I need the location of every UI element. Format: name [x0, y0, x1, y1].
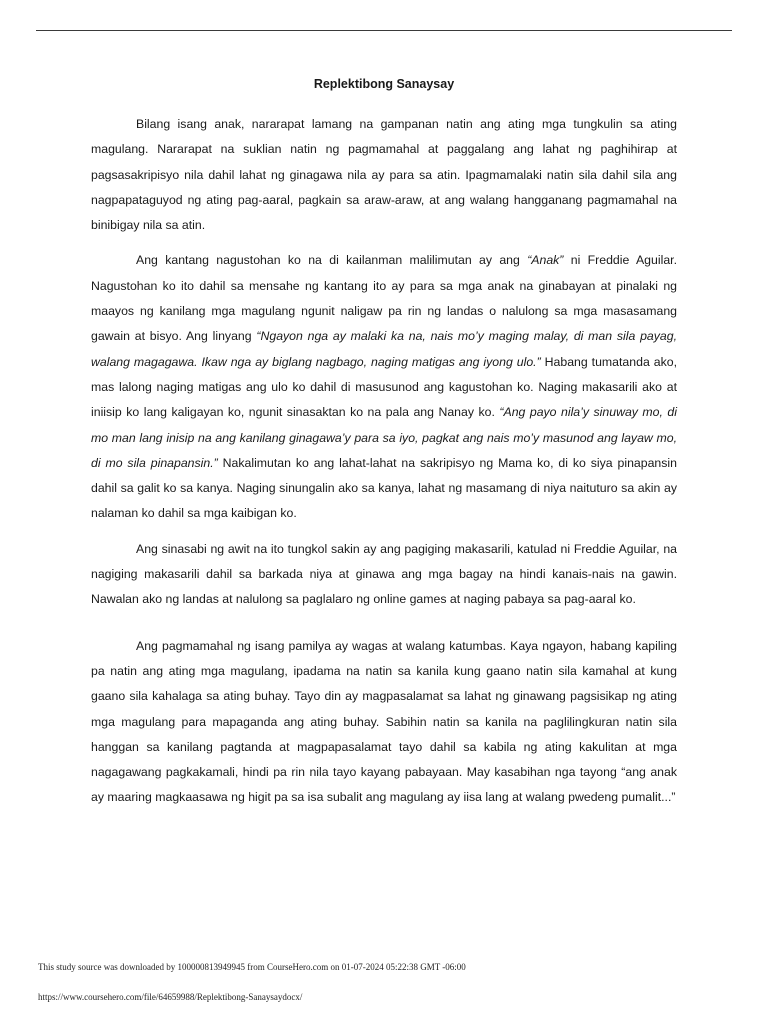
document-title: Replektibong Sanaysay: [313, 77, 455, 91]
lyric-quote: “Ngayon nga ay malaki ka na, nais mo’y maging malay, di man sila payag, walang magagawa. Ikaw nga ay biglang nagbago, naging matigas ang iyong ulo.”: [91, 329, 677, 369]
paragraph-1: [91, 112, 677, 238]
text-run: Bilang isang anak, nararapat lamang na gampanan natin ang ating mga tungkulin sa ating magulang. Nararapat na suklian natin ng pagmamahal at paggalang ang lahat ng paghihirap at pagsasakripisyo nila dahil lahat ng ginagawa nila ay para sa atin. Ipagmamalaki natin sila dahil sila ang nagpapataguyod ng ating pag-aaral, pagkain sa araw-araw, at ang walang hangganang pagmamahal na binibigay nila sa atin.: [91, 117, 677, 233]
document-body: [91, 76, 677, 821]
text-run: Ang sinasabi ng awit na ito tungkol sakin ay ang pagiging makasarili, katulad ni Freddie Aguilar, na nagiging makasarili dahil sa barkada niya at ginawa ang mga bagay na hindi kanais-nais na gawin. Nawalan ako ng landas at nalulong sa paglalaro ng online games at naging pabaya sa pag-aaral ko.: [91, 541, 677, 607]
paragraph-4: [91, 634, 677, 811]
text-run: Ang pagmamahal ng isang pamilya ay wagas at walang katumbas. Kaya ngayon, habang kapiling pa natin ang ating mga magulang, ipadama na natin sa kanila kung gaano natin sila kamahal at kung gaano sila kahalaga sa ating buhay. Tayo din ay magpasalamat sa lahat ng ginawang pagsisikap ng ating mga magulang para mapaganda ang ating buhay. Sabihin natin sa kanila na paglilingkuran natin sila hanggan sa kanilang pagtanda at magpapasalamat tayo dahil sa kabila ng ating kakulitan at mga nagagawang pagkakamali, hindi pa rin nila tayo kayang pabayaan. May kasabihan nga tayong “ang anak ay maaring magkaasawa ng higit pa sa isa subalit ang magulang ay iisa lang at walang pwedeng pumalit...”: [91, 638, 677, 805]
text-run: Nakalimutan ko ang lahat-lahat na sakripisyo ng Mama ko, di ko siya pinapansin dahil sa galit ko sa kanya. Naging sinungalin ako sa kanya, lahat ng masamang di niya naituturo sa akin ay nalaman ko dahil sa mga kaibigan ko.: [91, 455, 677, 521]
download-note: This study source was downloaded by 100000813949945 from CourseHero.com on 01-07-2024 05:22:38 GMT -06:00: [38, 962, 466, 972]
top-divider: [36, 30, 732, 31]
source-url[interactable]: https://www.coursehero.com/file/64659988/Replektibong-Sanaysaydocx/: [38, 992, 303, 1002]
text-run: Ang kantang nagustohan ko na di kailanman malilimutan ay ang: [136, 253, 528, 268]
text-run: Habang tumatanda ako, mas lalong naging matigas ang ulo ko dahil di masusunod ang kagustohan ko. Naging makasarili ako at iniisip ko lang kaligayan ko, ngunit sinasaktan ko na pala ang Nanay ko.: [91, 354, 677, 420]
paragraph-3: [91, 537, 677, 613]
paragraph-2: [91, 248, 677, 526]
lyric-quote: “Ang payo nila’y sinuway mo, di mo man lang inisip na ang kanilang ginagawa’y para sa iyo, pagkat ang nais mo’y masunod ang layaw mo, di mo sila pinapansin.”: [91, 405, 677, 470]
text-run: ni Freddie Aguilar. Nagustohan ko ito dahil sa mensahe ng kantang ito ay para sa mga anak na ginabayan at pinalaki ng maayos ng kanilang mga magulang ngunit naligaw pa rin ng landas o nalulong sa mga masasamang gawain at bisyo. Ang linyang: [91, 253, 677, 344]
lyric-quote: “Anak”: [527, 253, 564, 268]
